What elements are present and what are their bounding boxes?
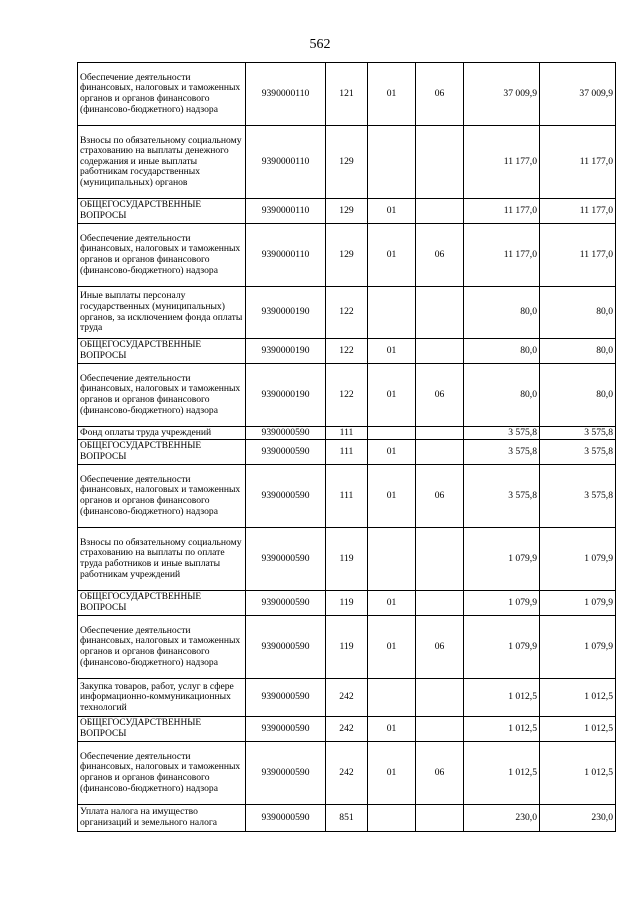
row-amount-2: 1 079,9 bbox=[540, 528, 616, 591]
row-amount-1: 1 012,5 bbox=[464, 742, 540, 805]
row-section: 01 bbox=[368, 63, 416, 126]
table-row bbox=[78, 287, 616, 339]
row-subsection: 06 bbox=[416, 742, 464, 805]
row-name: Обеспечение деятельности финансовых, налоговых и таможенных органов и органов финансового (финансово-бюджетного) надзора bbox=[78, 364, 246, 427]
row-amount-1: 1 079,9 bbox=[464, 616, 540, 679]
row-subsection: 06 bbox=[416, 63, 464, 126]
row-name: ОБЩЕГОСУДАРСТВЕННЫЕ ВОПРОСЫ bbox=[78, 591, 246, 616]
row-amount-2: 11 177,0 bbox=[540, 126, 616, 199]
row-amount-2: 3 575,8 bbox=[540, 440, 616, 465]
row-amount-2: 1 079,9 bbox=[540, 591, 616, 616]
row-target-article: 9390000590 bbox=[246, 742, 326, 805]
row-subsection bbox=[416, 339, 464, 364]
row-section: 01 bbox=[368, 591, 416, 616]
row-expense-type: 122 bbox=[326, 287, 368, 339]
table-row bbox=[78, 742, 616, 805]
row-section bbox=[368, 528, 416, 591]
row-name: Взносы по обязательному социальному страхованию на выплаты денежного содержания и иные выплаты работникам государственных (муниципальных) органов bbox=[78, 126, 246, 199]
row-name: Обеспечение деятельности финансовых, налоговых и таможенных органов и органов финансового (финансово-бюджетного) надзора bbox=[78, 63, 246, 126]
row-amount-1: 1 079,9 bbox=[464, 591, 540, 616]
table-row bbox=[78, 63, 616, 126]
budget-table bbox=[77, 62, 616, 832]
row-name: Взносы по обязательному социальному страхованию на выплаты по оплате труда работников и иные выплаты работникам учреждений bbox=[78, 528, 246, 591]
row-name: Обеспечение деятельности финансовых, налоговых и таможенных органов и органов финансового (финансово-бюджетного) надзора bbox=[78, 465, 246, 528]
row-expense-type: 119 bbox=[326, 616, 368, 679]
table-row bbox=[78, 465, 616, 528]
row-amount-1: 11 177,0 bbox=[464, 199, 540, 224]
row-amount-1: 3 575,8 bbox=[464, 465, 540, 528]
page-number: 562 bbox=[309, 37, 331, 52]
row-target-article: 9390000110 bbox=[246, 63, 326, 126]
row-subsection bbox=[416, 287, 464, 339]
row-target-article: 9390000190 bbox=[246, 364, 326, 427]
row-target-article: 9390000110 bbox=[246, 224, 326, 287]
row-amount-2: 80,0 bbox=[540, 287, 616, 339]
row-expense-type: 129 bbox=[326, 199, 368, 224]
row-name: Закупка товаров, работ, услуг в сфере информационно-коммуникационных технологий bbox=[78, 679, 246, 717]
row-expense-type: 111 bbox=[326, 465, 368, 528]
row-section bbox=[368, 126, 416, 199]
row-subsection: 06 bbox=[416, 364, 464, 427]
row-name: Обеспечение деятельности финансовых, налоговых и таможенных органов и органов финансового (финансово-бюджетного) надзора bbox=[78, 616, 246, 679]
row-expense-type: 122 bbox=[326, 364, 368, 427]
row-target-article: 9390000590 bbox=[246, 616, 326, 679]
row-name: Обеспечение деятельности финансовых, налоговых и таможенных органов и органов финансового (финансово-бюджетного) надзора bbox=[78, 224, 246, 287]
row-amount-2: 37 009,9 bbox=[540, 63, 616, 126]
table-row bbox=[78, 717, 616, 742]
row-expense-type: 119 bbox=[326, 591, 368, 616]
row-section: 01 bbox=[368, 199, 416, 224]
row-amount-2: 80,0 bbox=[540, 364, 616, 427]
row-amount-2: 230,0 bbox=[540, 805, 616, 832]
row-target-article: 9390000190 bbox=[246, 339, 326, 364]
row-section: 01 bbox=[368, 364, 416, 427]
row-subsection bbox=[416, 591, 464, 616]
row-amount-1: 1 079,9 bbox=[464, 528, 540, 591]
table-row bbox=[78, 427, 616, 440]
table-row bbox=[78, 126, 616, 199]
row-amount-1: 80,0 bbox=[464, 287, 540, 339]
row-expense-type: 111 bbox=[326, 427, 368, 440]
row-target-article: 9390000590 bbox=[246, 528, 326, 591]
row-amount-1: 11 177,0 bbox=[464, 224, 540, 287]
row-subsection: 06 bbox=[416, 465, 464, 528]
row-subsection: 06 bbox=[416, 616, 464, 679]
row-amount-2: 11 177,0 bbox=[540, 224, 616, 287]
row-expense-type: 851 bbox=[326, 805, 368, 832]
row-subsection bbox=[416, 427, 464, 440]
row-target-article: 9390000590 bbox=[246, 440, 326, 465]
row-subsection bbox=[416, 805, 464, 832]
row-amount-2: 3 575,8 bbox=[540, 427, 616, 440]
row-target-article: 9390000590 bbox=[246, 805, 326, 832]
row-expense-type: 242 bbox=[326, 742, 368, 805]
row-amount-1: 80,0 bbox=[464, 364, 540, 427]
row-expense-type: 121 bbox=[326, 63, 368, 126]
row-expense-type: 242 bbox=[326, 679, 368, 717]
row-target-article: 9390000590 bbox=[246, 591, 326, 616]
table-row bbox=[78, 224, 616, 287]
row-amount-2: 1 079,9 bbox=[540, 616, 616, 679]
row-section: 01 bbox=[368, 717, 416, 742]
row-name: ОБЩЕГОСУДАРСТВЕННЫЕ ВОПРОСЫ bbox=[78, 199, 246, 224]
table-row bbox=[78, 805, 616, 832]
row-target-article: 9390000190 bbox=[246, 287, 326, 339]
table-row bbox=[78, 440, 616, 465]
row-name: ОБЩЕГОСУДАРСТВЕННЫЕ ВОПРОСЫ bbox=[78, 717, 246, 742]
row-section: 01 bbox=[368, 616, 416, 679]
row-section: 01 bbox=[368, 742, 416, 805]
row-amount-1: 3 575,8 bbox=[464, 440, 540, 465]
row-name: Уплата налога на имущество организаций и земельного налога bbox=[78, 805, 246, 832]
row-expense-type: 122 bbox=[326, 339, 368, 364]
row-section bbox=[368, 427, 416, 440]
row-section: 01 bbox=[368, 224, 416, 287]
row-subsection bbox=[416, 717, 464, 742]
row-target-article: 9390000590 bbox=[246, 427, 326, 440]
table-row bbox=[78, 591, 616, 616]
row-amount-1: 1 012,5 bbox=[464, 679, 540, 717]
row-section: 01 bbox=[368, 465, 416, 528]
row-target-article: 9390000110 bbox=[246, 199, 326, 224]
row-expense-type: 129 bbox=[326, 126, 368, 199]
row-target-article: 9390000590 bbox=[246, 679, 326, 717]
row-subsection bbox=[416, 528, 464, 591]
row-section: 01 bbox=[368, 339, 416, 364]
row-name: ОБЩЕГОСУДАРСТВЕННЫЕ ВОПРОСЫ bbox=[78, 440, 246, 465]
table-row bbox=[78, 616, 616, 679]
row-name: Иные выплаты персоналу государственных (муниципальных) органов, за исключением фонда оплаты труда bbox=[78, 287, 246, 339]
row-expense-type: 119 bbox=[326, 528, 368, 591]
table-row bbox=[78, 199, 616, 224]
row-amount-2: 1 012,5 bbox=[540, 717, 616, 742]
row-section bbox=[368, 287, 416, 339]
row-amount-2: 80,0 bbox=[540, 339, 616, 364]
table-row bbox=[78, 528, 616, 591]
row-amount-1: 1 012,5 bbox=[464, 717, 540, 742]
row-subsection bbox=[416, 199, 464, 224]
row-target-article: 9390000110 bbox=[246, 126, 326, 199]
row-name: Фонд оплаты труда учреждений bbox=[78, 427, 246, 440]
row-amount-1: 37 009,9 bbox=[464, 63, 540, 126]
row-amount-2: 1 012,5 bbox=[540, 679, 616, 717]
row-subsection bbox=[416, 440, 464, 465]
row-amount-2: 1 012,5 bbox=[540, 742, 616, 805]
row-subsection bbox=[416, 679, 464, 717]
row-subsection: 06 bbox=[416, 224, 464, 287]
row-section bbox=[368, 679, 416, 717]
row-section: 01 bbox=[368, 440, 416, 465]
row-amount-1: 230,0 bbox=[464, 805, 540, 832]
row-section bbox=[368, 805, 416, 832]
row-name: Обеспечение деятельности финансовых, налоговых и таможенных органов и органов финансового (финансово-бюджетного) надзора bbox=[78, 742, 246, 805]
row-expense-type: 129 bbox=[326, 224, 368, 287]
row-subsection bbox=[416, 126, 464, 199]
table-row bbox=[78, 339, 616, 364]
table-row bbox=[78, 364, 616, 427]
row-target-article: 9390000590 bbox=[246, 465, 326, 528]
row-amount-1: 11 177,0 bbox=[464, 126, 540, 199]
row-amount-1: 80,0 bbox=[464, 339, 540, 364]
row-amount-1: 3 575,8 bbox=[464, 427, 540, 440]
row-expense-type: 111 bbox=[326, 440, 368, 465]
row-expense-type: 242 bbox=[326, 717, 368, 742]
row-target-article: 9390000590 bbox=[246, 717, 326, 742]
row-name: ОБЩЕГОСУДАРСТВЕННЫЕ ВОПРОСЫ bbox=[78, 339, 246, 364]
table-row bbox=[78, 679, 616, 717]
row-amount-2: 3 575,8 bbox=[540, 465, 616, 528]
row-amount-2: 11 177,0 bbox=[540, 199, 616, 224]
